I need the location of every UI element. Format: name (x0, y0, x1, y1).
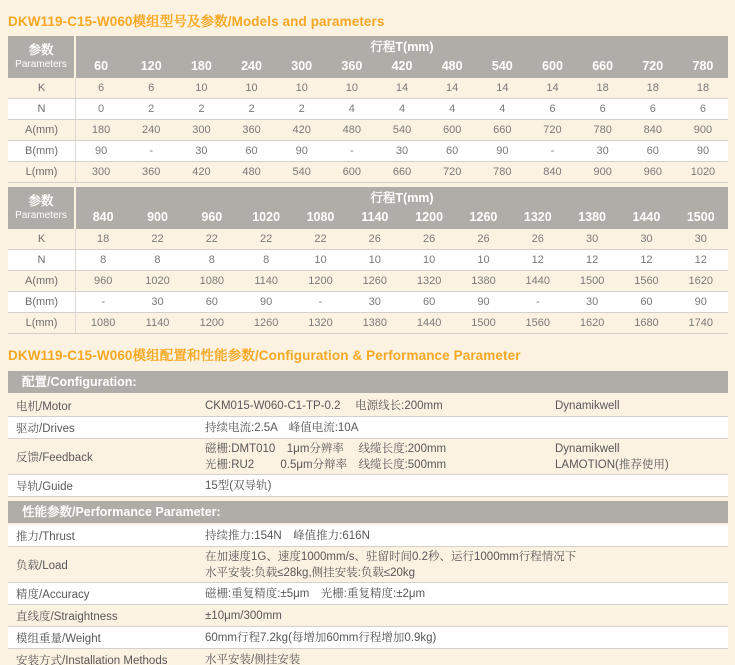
table-cell: 26 (368, 233, 381, 245)
table-cell: 1440 (416, 317, 442, 329)
table-cell: 540 (392, 124, 412, 136)
table-cell: 14 (546, 82, 559, 94)
table-cell: 60 (640, 296, 653, 308)
table-cell: 30 (640, 233, 653, 245)
column-header-cell: 780 (692, 59, 714, 73)
row-value: 持续推力:154N 峰值推力:616N (205, 529, 370, 542)
table-cell: 10 (245, 82, 258, 94)
table-row (8, 162, 728, 183)
table-cell: 90 (696, 145, 710, 157)
table-cell: 840 (643, 124, 662, 136)
table-cell: 420 (292, 124, 311, 136)
table-cell: 18 (97, 233, 110, 245)
column-header-cell: 600 (542, 59, 563, 73)
row-label: N (8, 99, 76, 119)
table-cell: 26 (477, 233, 490, 245)
table-cell: 8 (208, 254, 215, 266)
table-cell: 18 (646, 82, 659, 94)
table-cell: 780 (593, 124, 612, 136)
table-cell: 10 (368, 254, 381, 266)
table-cell: 600 (342, 166, 362, 178)
table-cell: 30 (596, 145, 609, 157)
table-cell: 1020 (145, 275, 170, 287)
table-cell: 1080 (90, 317, 116, 329)
table-cell: 960 (643, 166, 662, 178)
table-row (8, 292, 728, 313)
table-cell: 90 (295, 145, 308, 157)
table-cell: 960 (93, 275, 113, 287)
table-cell: 14 (446, 82, 459, 94)
table-cell: 6 (649, 103, 656, 115)
table-cell: 1620 (688, 275, 714, 287)
table-row (8, 229, 728, 250)
table-cell: 2 (298, 103, 305, 115)
table-cell: 4 (398, 103, 406, 115)
table-cell: 180 (91, 124, 111, 136)
table-cell: 60 (205, 296, 218, 308)
row-label: L(mm) (8, 313, 76, 333)
table-cell: 1560 (525, 317, 551, 329)
stroke-header-block (76, 187, 728, 229)
table-row (8, 120, 728, 141)
table-cell: 840 (543, 166, 562, 178)
column-header-cell: 480 (441, 59, 463, 73)
row-value (205, 441, 555, 473)
load-capacity-line: 水平安装:负载≤28kg,侧挂安装:负载≤20kg (205, 566, 416, 579)
row-label: K (8, 229, 76, 249)
table-cell: 30 (585, 233, 599, 245)
row-label: 安装方式/Installation Methods (16, 655, 168, 665)
parameters-table-2 (8, 187, 728, 334)
table-cell: 660 (392, 166, 412, 178)
configuration-header-bar: 配置/Configuration: (8, 371, 728, 393)
table-cell: 10 (195, 82, 208, 94)
row-label: 直线度/Straightness (16, 610, 118, 623)
table-row (8, 78, 728, 99)
column-header-cell: 1020 (252, 210, 281, 224)
table-cell: 2 (198, 103, 205, 115)
table-cell: 420 (192, 166, 211, 178)
table-cell: 4 (348, 103, 355, 115)
row-value: 60mm行程7.2kg(每增加60mm行程增加0.9kg) (205, 631, 437, 644)
table-cell: 6 (599, 103, 606, 115)
table-cell: 8 (263, 254, 270, 266)
table-cell: 30 (368, 296, 381, 308)
row-value: 磁栅:重复精度:±5μm 光栅:重复精度:±2μm (205, 587, 426, 600)
row-label: B(mm) (8, 141, 76, 161)
column-header-cell: 720 (642, 59, 664, 73)
table-cell: 1620 (579, 317, 605, 329)
table-cell: 30 (151, 296, 164, 308)
table-cell: 30 (694, 233, 707, 245)
table-cell: 18 (696, 82, 710, 94)
table-header (8, 36, 728, 78)
column-header-cell: 1140 (361, 210, 389, 224)
table-cell: 6 (148, 82, 155, 94)
row-label: 精度/Accuracy (16, 588, 90, 601)
table-header (8, 187, 728, 229)
table-cell: 1380 (362, 317, 388, 329)
column-header-cell: 1500 (686, 210, 715, 224)
row-label: B(mm) (8, 292, 76, 312)
stroke-header-title: 行程T(mm) (370, 191, 434, 205)
table-cell: 1500 (579, 275, 605, 287)
perf-row-load (8, 547, 728, 583)
table-cell: 26 (423, 233, 436, 245)
table-cell: 12 (640, 254, 653, 266)
table-cell: 8 (154, 254, 161, 266)
row-label: K (8, 78, 76, 98)
table-cell: 900 (593, 166, 612, 178)
table-cell: 10 (345, 82, 358, 94)
table-cell: 12 (531, 254, 544, 266)
row-label: N (8, 250, 76, 270)
column-header-cell: 120 (140, 59, 162, 73)
table-cell: 10 (423, 254, 436, 266)
column-header-cell: 180 (190, 59, 212, 73)
param-label-cn: 参数 (28, 43, 54, 58)
table-cell: 60 (245, 145, 258, 157)
column-header-cell: 60 (94, 59, 109, 73)
table-row (8, 313, 728, 334)
column-header-cell: 900 (147, 210, 168, 224)
table-cell: 22 (205, 233, 218, 245)
table-cell: 26 (531, 233, 544, 245)
table-cell: 2 (248, 103, 255, 115)
column-header-cell: 1380 (578, 210, 607, 224)
perf-row-thrust (8, 525, 728, 547)
row-label: L(mm) (8, 162, 76, 182)
table-cell: 660 (493, 124, 512, 136)
table-cell: 2 (148, 103, 155, 115)
perf-row-accuracy (8, 583, 728, 605)
row-value: 水平安装/侧挂安装 (205, 654, 301, 665)
table-cell: 30 (195, 145, 208, 157)
column-header-cell: 540 (491, 59, 513, 73)
table-cell: 1200 (308, 275, 333, 287)
table-cell: - (149, 145, 154, 157)
table-cell: 1320 (416, 275, 442, 287)
table-cell: 12 (585, 254, 599, 266)
table-cell: 240 (142, 124, 161, 136)
table-cell: 780 (493, 166, 512, 178)
table-cell: 0 (98, 103, 105, 115)
column-headers (76, 56, 728, 78)
table-row (8, 271, 728, 292)
table-cell: 22 (151, 233, 164, 245)
row-label: A(mm) (8, 271, 76, 291)
table-cell: 30 (585, 296, 599, 308)
column-header-cell: 240 (241, 59, 262, 73)
column-header-cell: 300 (291, 59, 313, 73)
table-cell: 90 (496, 145, 509, 157)
table-cell: 720 (442, 166, 462, 178)
parameters-table-1 (8, 36, 728, 183)
row-label: 模组重量/Weight (16, 632, 101, 645)
config-row-drives (8, 417, 728, 439)
table-cell: 1560 (634, 275, 659, 287)
table-cell: 30 (395, 145, 409, 157)
column-header-cell: 1320 (523, 210, 552, 224)
table-cell: 1140 (145, 317, 170, 329)
column-header-cell: 840 (92, 210, 114, 224)
table-cell: 90 (260, 296, 273, 308)
table-cell: 480 (242, 166, 261, 178)
table-cell: 10 (314, 254, 327, 266)
table-cell: 1680 (634, 317, 659, 329)
column-header-cell: 1260 (469, 210, 498, 224)
table-cell: - (535, 296, 540, 308)
row-label: 负载/Load (16, 559, 68, 572)
config-section-title: DKW119-C15-W060模组配置和性能参数/Configuration & Performance Parameter (8, 348, 521, 363)
table-cell: 1080 (199, 275, 225, 287)
table-cell: 10 (477, 254, 490, 266)
table-cell: 8 (100, 254, 107, 266)
table-cell: 1440 (525, 275, 551, 287)
table-cell: 18 (596, 82, 609, 94)
models-section-title: DKW119-C15-W060模组型号及参数/Models and parameters (8, 14, 385, 29)
table-cell: 600 (442, 124, 462, 136)
feedback-line-magnetic: 磁栅:DMT010 1μm分辨率 线缆长度:200mm (205, 442, 447, 455)
table-cell: 360 (242, 124, 261, 136)
table-cell: - (101, 296, 105, 308)
column-header-cell: 420 (391, 59, 413, 73)
load-condition-line: 在加速度1G、速度1000mm/s、驻留时间0.2秒、运行1000mm行程情况下 (205, 550, 577, 563)
param-header-cell (8, 187, 76, 229)
table-cell: 12 (694, 254, 707, 266)
table-cell: 300 (91, 166, 111, 178)
stroke-header-title: 行程T(mm) (370, 40, 434, 54)
stroke-header-block (76, 36, 728, 78)
table-row (8, 141, 728, 162)
row-label: A(mm) (8, 120, 76, 140)
param-label-en: Parameters (15, 209, 67, 221)
param-label-en: Parameters (15, 58, 67, 70)
table-cell: 10 (295, 82, 308, 94)
table-cell: 6 (699, 103, 707, 115)
row-value: 15型(双导轨) (205, 479, 272, 492)
table-row (8, 99, 728, 120)
table-cell: 6 (98, 82, 105, 94)
table-cell: 22 (314, 233, 327, 245)
table-cell: 900 (693, 124, 713, 136)
table-cell: 1260 (253, 317, 279, 329)
table-cell: 90 (694, 296, 707, 308)
table-cell: 1500 (471, 317, 496, 329)
table-cell: 1260 (362, 275, 388, 287)
table-cell: 4 (499, 103, 506, 115)
table-cell: 14 (496, 82, 509, 94)
column-header-cell: 660 (592, 59, 614, 73)
config-row-guide (8, 475, 728, 497)
table-cell: - (318, 296, 323, 308)
row-value: ±10μm/300mm (205, 609, 282, 622)
table-row (8, 250, 728, 271)
row-value (205, 549, 728, 581)
feedback-line-optical: 光栅:RU2 0.5μm分辩率 线缆长度:500mm (205, 458, 447, 471)
performance-header-bar: 性能参数/Performance Parameter: (8, 501, 728, 523)
column-header-cell: 1080 (306, 210, 335, 224)
table-cell: 60 (646, 145, 659, 157)
column-header-cell: 1440 (632, 210, 661, 224)
table-cell: 60 (423, 296, 436, 308)
row-label: 反馈/Feedback (16, 451, 93, 464)
row-label: 电机/Motor (16, 400, 72, 413)
config-row-feedback (8, 439, 728, 475)
table-cell: - (350, 145, 354, 157)
row-label: 导轨/Guide (16, 480, 73, 493)
table-cell: 360 (142, 166, 161, 178)
table-cell: 60 (446, 145, 459, 157)
column-header-cell: 960 (201, 210, 223, 224)
perf-row-straightness (8, 605, 728, 627)
brand-line-1: Dynamikwell (555, 442, 620, 455)
table-cell: 22 (260, 233, 273, 245)
table-cell: 14 (395, 82, 409, 94)
table-cell: 480 (342, 124, 362, 136)
table-cell: 1320 (308, 317, 333, 329)
table-cell: 1380 (471, 275, 496, 287)
perf-row-installation (8, 649, 728, 665)
config-row-motor (8, 395, 728, 417)
row-label: 驱动/Drives (16, 422, 75, 435)
param-label-cn: 参数 (28, 194, 54, 209)
perf-row-weight (8, 627, 728, 649)
table-cell: 540 (292, 166, 311, 178)
param-header-cell (8, 36, 76, 78)
column-header-cell: 360 (341, 59, 363, 73)
table-cell: 1140 (254, 275, 278, 287)
table-cell: 4 (449, 103, 456, 115)
table-cell: 1740 (688, 317, 714, 329)
row-label: 推力/Thrust (16, 530, 75, 543)
brand-line-2: LAMOTION(推荐使用) (555, 458, 669, 471)
table-cell: 1200 (199, 317, 225, 329)
table-cell: 300 (192, 124, 211, 136)
table-cell: 720 (543, 124, 562, 136)
table-cell: 6 (549, 103, 556, 115)
column-header-cell: 1200 (415, 210, 444, 224)
brand-value (555, 441, 728, 473)
row-value: CKM015-W060-C1-TP-0.2 电源线长:200mm (205, 399, 443, 412)
table-cell: 90 (94, 145, 108, 157)
table-cell: - (550, 145, 555, 157)
table-cell: 1020 (690, 166, 716, 178)
column-headers (76, 207, 728, 229)
table-cell: 90 (477, 296, 490, 308)
brand-value: Dynamikwell (555, 399, 620, 412)
row-value: 持续电流:2.5A 峰值电流:10A (205, 421, 359, 434)
